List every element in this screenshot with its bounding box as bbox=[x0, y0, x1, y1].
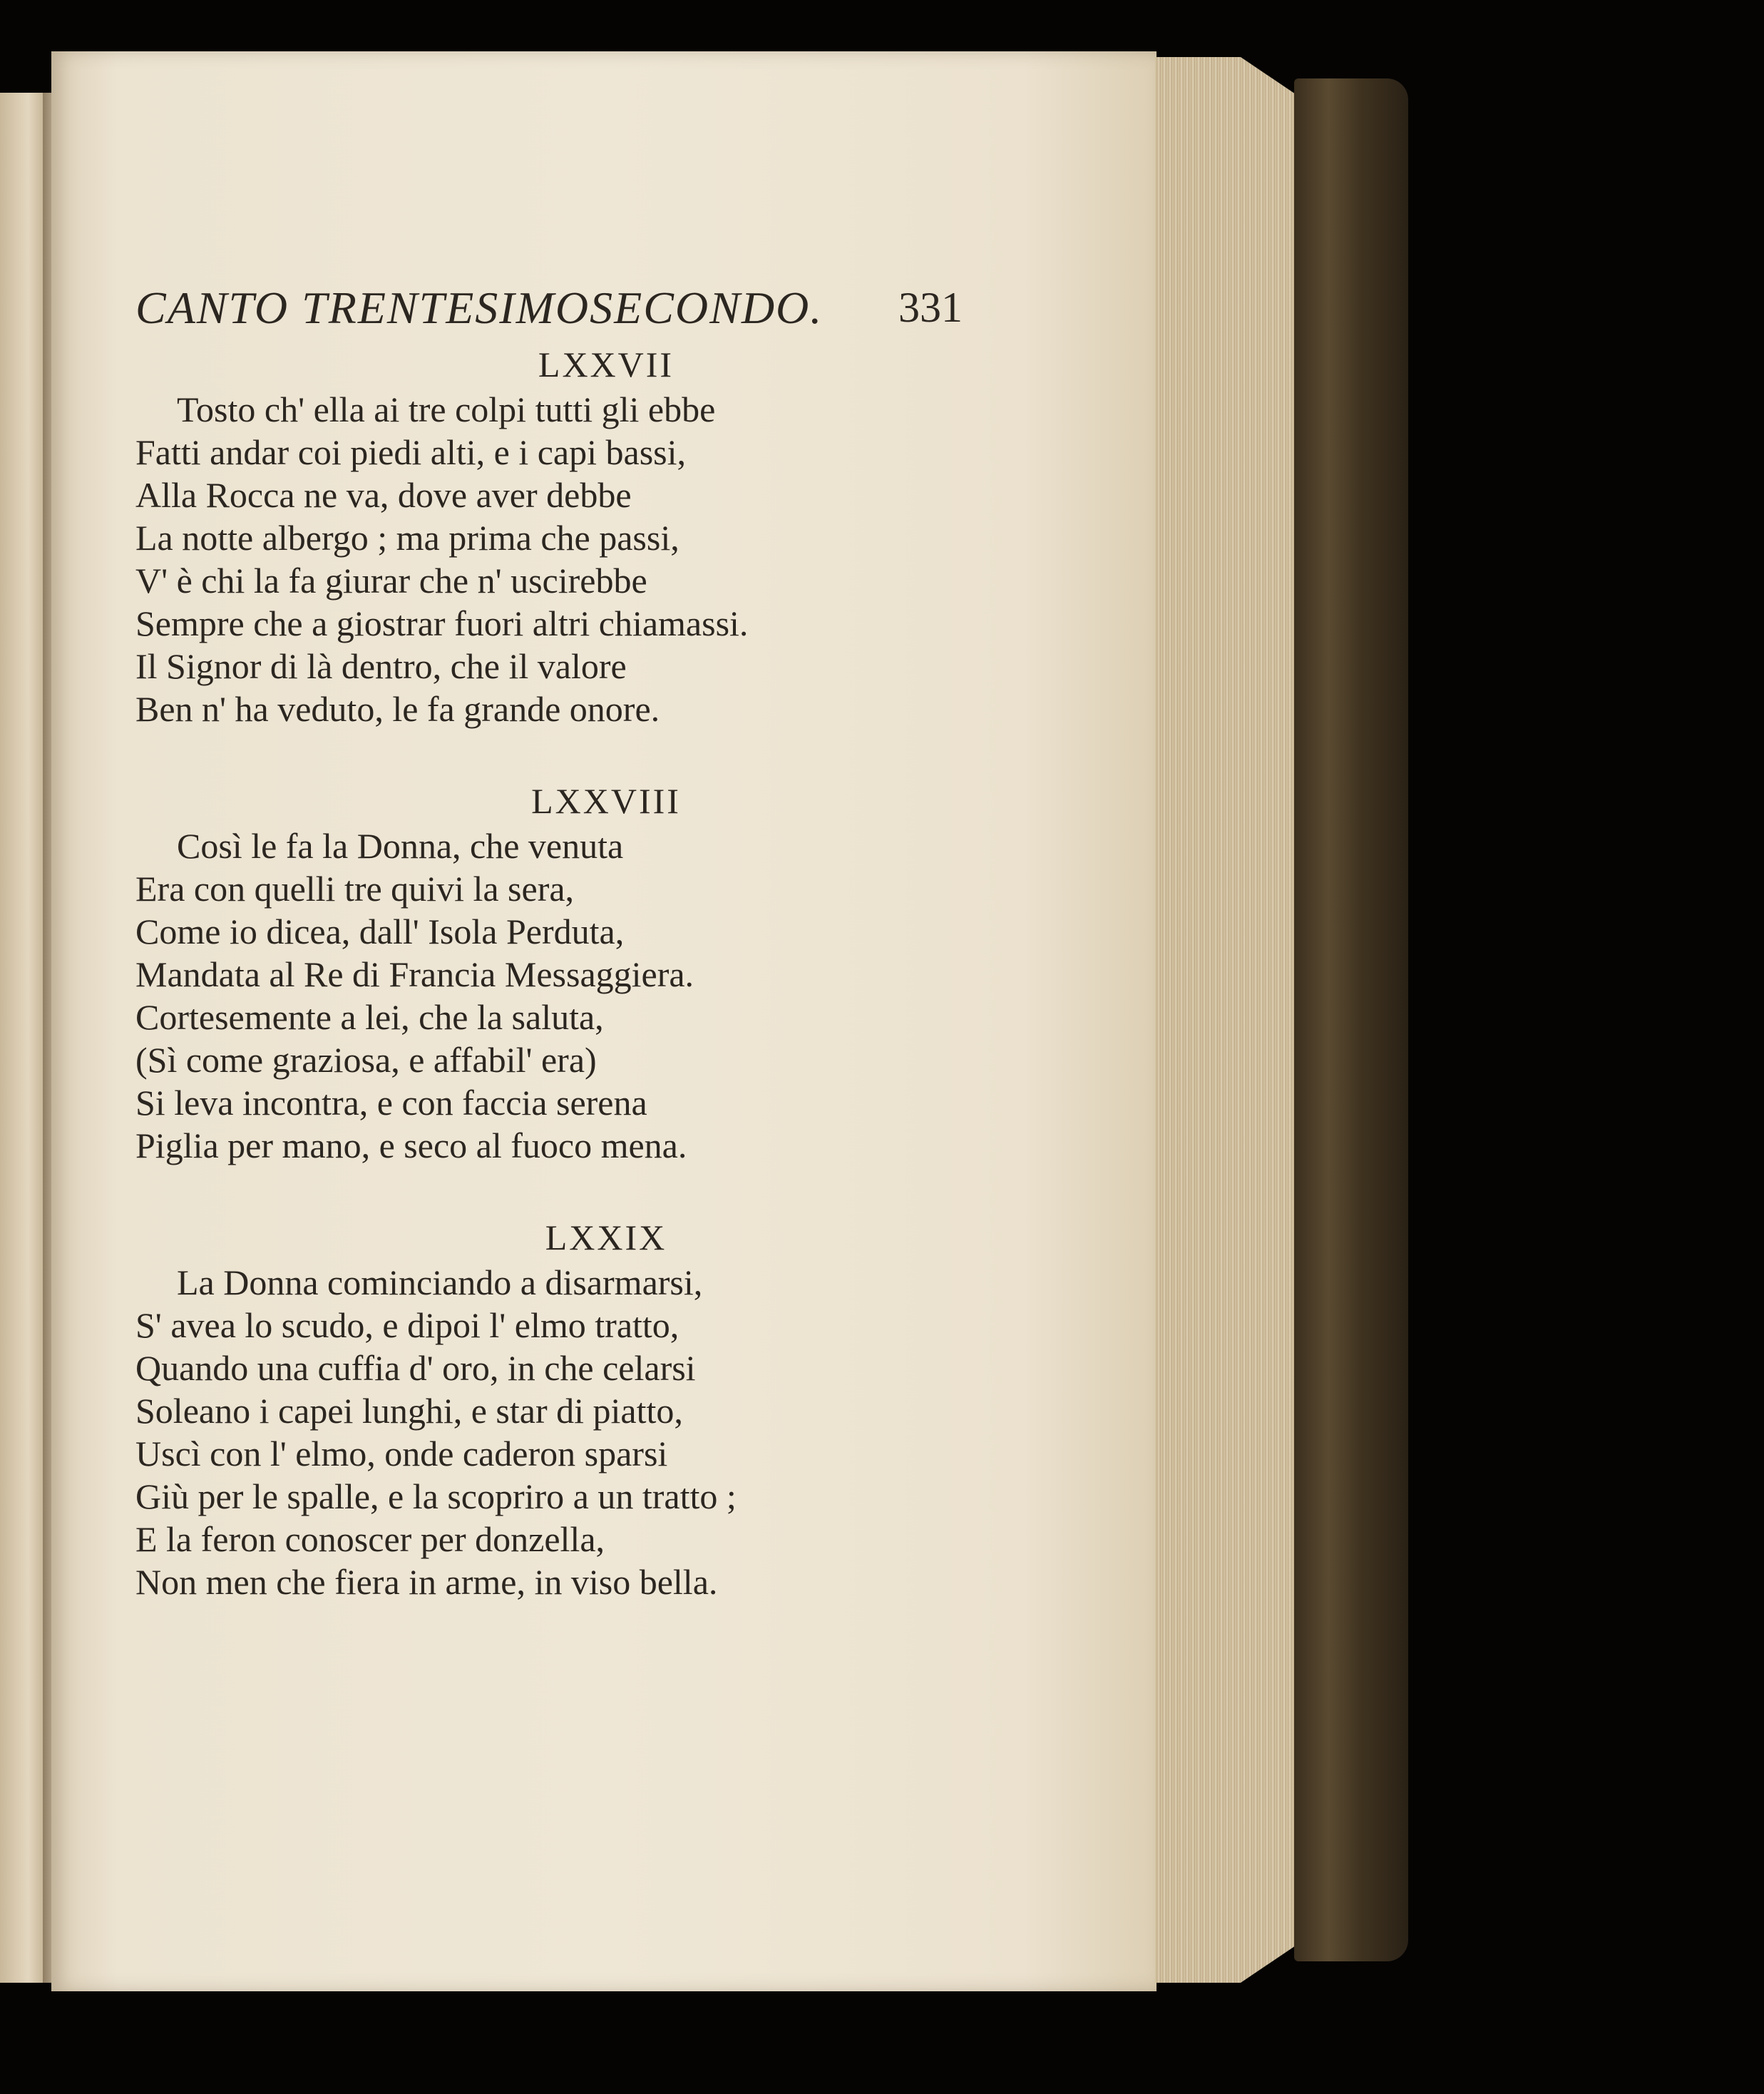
stanza-numeral: LXXVII bbox=[538, 344, 675, 384]
verse-line: Quando una cuffia d' oro, in che celarsi bbox=[135, 1348, 696, 1388]
canto-title: CANTO TRENTESIMOSECONDO. bbox=[135, 282, 824, 333]
verse-line: La notte albergo ; ma prima che passi, bbox=[135, 518, 680, 558]
verse-line: Non men che fiera in arme, in viso bella. bbox=[135, 1562, 718, 1602]
verse-line: Giù per le spalle, e la scopriro a un tratto ; bbox=[135, 1476, 737, 1516]
verse-line: Come io dicea, dall' Isola Perduta, bbox=[135, 911, 625, 951]
verse-line: E la feron conoscer per donzella, bbox=[135, 1519, 605, 1559]
verse-line: Il Signor di là dentro, che il valore bbox=[135, 646, 627, 686]
verse-line: S' avea lo scudo, e dipoi l' elmo tratto, bbox=[135, 1305, 680, 1345]
verse-line: Uscì con l' elmo, onde caderon sparsi bbox=[135, 1434, 668, 1474]
verse-line: Ben n' ha veduto, le fa grande onore. bbox=[135, 689, 660, 729]
verse-line: Cortesemente a lei, che la saluta, bbox=[135, 997, 604, 1037]
verse-line: (Sì come graziosa, e affabil' era) bbox=[135, 1040, 597, 1080]
page-edges bbox=[1155, 57, 1298, 1983]
verse-line: Fatti andar coi piedi alti, e i capi bassi, bbox=[135, 432, 686, 472]
verse-line: Così le fa la Donna, che venuta bbox=[177, 826, 624, 866]
verse-line: Soleano i capei lunghi, e star di piatto, bbox=[135, 1391, 683, 1431]
page-number: 331 bbox=[898, 284, 963, 331]
running-head bbox=[135, 282, 963, 339]
verse-line: V' è chi la fa giurar che n' uscirebbe bbox=[135, 561, 647, 601]
stanza-numeral: LXXIX bbox=[545, 1217, 667, 1257]
verse-line: Piglia per mano, e seco al fuoco mena. bbox=[135, 1125, 687, 1165]
verse-line: Tosto ch' ella ai tre colpi tutti gli ebbe bbox=[177, 389, 716, 429]
stanza-lxxix bbox=[135, 1214, 991, 1603]
verse-line: Alla Rocca ne va, dove aver debbe bbox=[135, 475, 632, 515]
book-spine bbox=[1294, 78, 1408, 1961]
verse-line: Era con quelli tre quivi la sera, bbox=[135, 869, 575, 909]
verse-line: La Donna cominciando a disarmarsi, bbox=[177, 1262, 703, 1302]
verse-line: Sempre che a giostrar fuori altri chiamassi. bbox=[135, 603, 749, 643]
stanza-lxxviii bbox=[135, 777, 991, 1167]
stanza-lxxvii bbox=[135, 341, 991, 730]
verse-line: Si leva incontra, e con faccia serena bbox=[135, 1083, 647, 1123]
stanza-numeral: LXXVIII bbox=[531, 781, 681, 821]
verse-line: Mandata al Re di Francia Messaggiera. bbox=[135, 954, 694, 994]
